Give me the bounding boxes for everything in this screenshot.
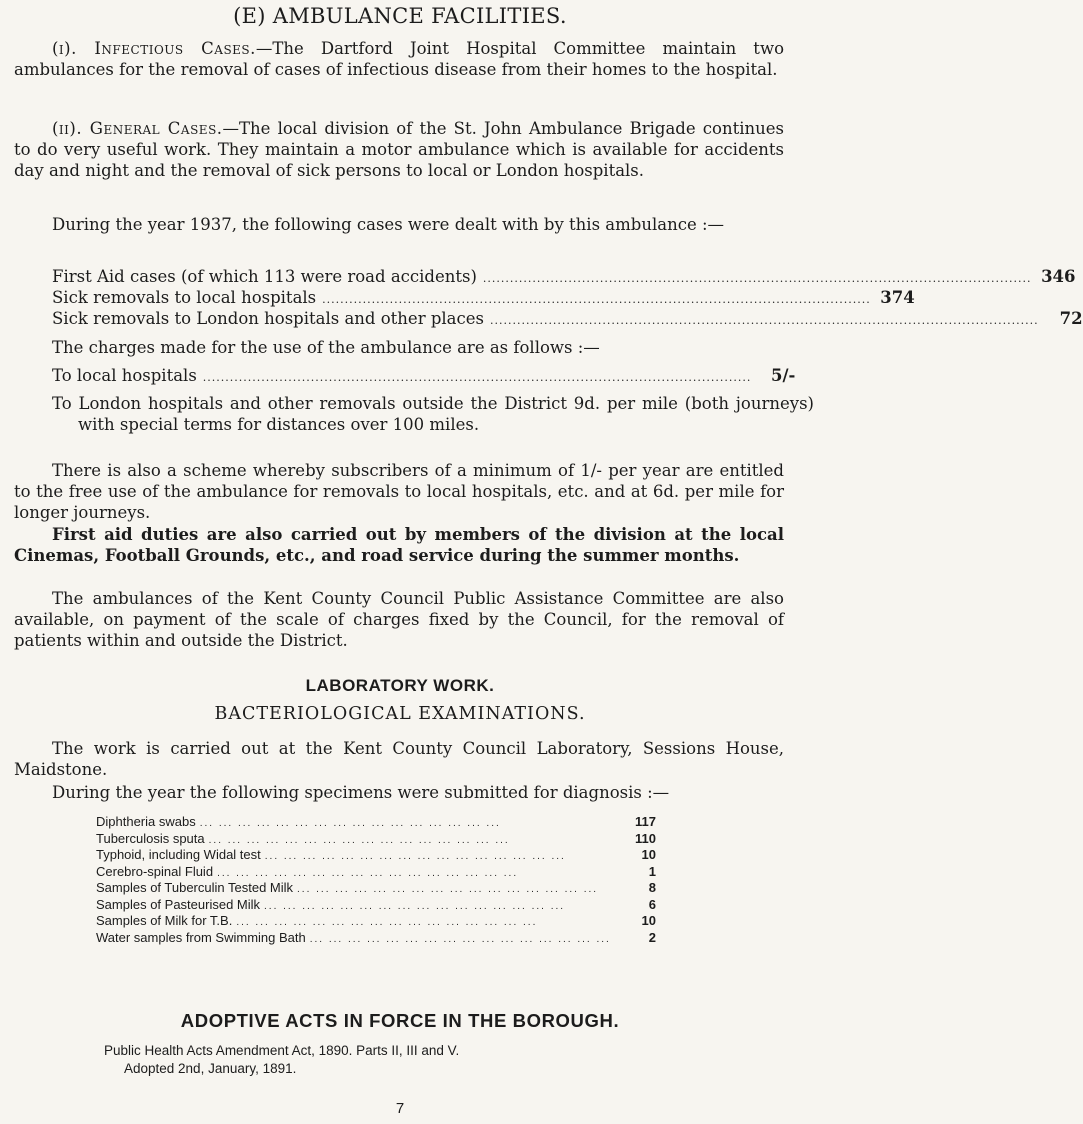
page-number: 7 — [395, 1100, 405, 1117]
specimen-intro: During the year the following specimens were submitted for diagnosis :— — [52, 783, 670, 802]
specimen-label: Samples of Milk for T.B. — [96, 913, 233, 928]
case-label: Sick removals to London hospitals and other places — [52, 309, 484, 328]
specimen-label: Diphtheria swabs — [96, 814, 196, 829]
specimen-value: 117 — [635, 814, 656, 829]
laboratory-paragraph: The work is carried out at the Kent County Council Laboratory, Sessions House, Maidstone. — [14, 739, 784, 779]
charges-intro: The charges made for the use of the ambulance are as follows :— — [52, 338, 600, 357]
leader-dots: ... ... ... ... ... ... ... ... ... ... ... ... ... ... ... ... — [264, 851, 566, 862]
case-value: 72 — [1059, 309, 1083, 328]
case-label: Sick removals to local hospitals — [52, 288, 317, 307]
leader-dots: .......................................................................................................................... — [489, 314, 1039, 327]
specimen-value: 8 — [648, 880, 656, 895]
leader-dots: ... ... ... ... ... ... ... ... ... ... ... ... ... ... ... ... — [309, 933, 611, 945]
infectious-cases-label: (i). Infectious Cases. — [52, 39, 256, 58]
laboratory-heading: LABORATORY WORK. — [305, 676, 495, 695]
adoptive-acts-heading: ADOPTIVE ACTS IN FORCE IN THE BOROUGH. — [180, 1010, 620, 1031]
leader-dots: .......................................................................................................................... — [202, 371, 752, 384]
leader-dots: ... ... ... ... ... ... ... ... ... ... ... ... ... ... ... ... — [199, 818, 501, 829]
specimen-label: Tuberculosis sputa — [96, 830, 205, 846]
scheme-paragraph: There is also a scheme whereby subscribers of a minimum of 1/- per year are entitled to the free use of the ambulance for removals to local hospitals, etc. and at 6d. per mile for longer journeys. — [14, 461, 784, 522]
specimen-value: 10 — [641, 913, 656, 928]
bacteriological-heading: BACTERIOLOGICAL EXAMINATIONS. — [214, 704, 586, 724]
infectious-cases-text: —The Dartford Joint Hospital Committee maintain two ambulances for the removal of cases of infectious disease from their homes to the hospital. — [14, 39, 784, 79]
charge-london-text: To London hospitals and other removals outside the District 9d. per mile (both journeys) with special terms for distances over 100 miles. — [52, 394, 814, 434]
general-cases-paragraph — [14, 118, 784, 181]
case-row — [52, 287, 915, 310]
specimen-label: Typhoid, including Widal test — [96, 847, 261, 862]
specimen-label: Cerebro-spinal Fluid — [96, 863, 214, 879]
public-health-act-line: Public Health Acts Amendment Act, 1890. Parts II, III and V. — [104, 1043, 460, 1058]
section-title: (E) AMBULANCE FACILITIES. — [233, 4, 567, 28]
infectious-cases-paragraph — [14, 38, 784, 80]
case-row — [52, 308, 1083, 331]
leader-dots: ... ... ... ... ... ... ... ... ... ... ... ... ... ... ... ... — [208, 834, 510, 846]
general-cases-label: (ii). General Cases. — [52, 119, 223, 138]
leader-dots: ... ... ... ... ... ... ... ... ... ... ... ... ... ... ... ... — [297, 884, 599, 895]
leader-dots: .......................................................................................................................... — [322, 293, 871, 306]
leader-dots: ... ... ... ... ... ... ... ... ... ... ... ... ... ... ... ... — [236, 917, 538, 928]
specimen-value: 10 — [641, 847, 656, 862]
charge-local-row — [52, 365, 796, 388]
specimen-label: Water samples from Swimming Bath — [96, 929, 306, 945]
adopted-date-line: Adopted 2nd, January, 1891. — [124, 1061, 297, 1076]
kent-ambulance-paragraph: The ambulances of the Kent County Council Public Assistance Committee are also available, on payment of the scale of charges fixed by the Council, for the removal of patients within and outside the District. — [14, 589, 784, 650]
first-aid-paragraph: First aid duties are also carried out by members of the division at the local Cinemas, Football Grounds, etc., and road service during the summer months. — [14, 525, 784, 565]
specimen-value: 2 — [648, 929, 656, 945]
charge-local-label: To local hospitals — [52, 366, 197, 385]
specimen-label: Samples of Tuberculin Tested Milk — [96, 880, 294, 895]
case-label: First Aid cases (of which 113 were road accidents) — [52, 267, 477, 286]
case-row — [52, 266, 1076, 289]
case-value: 374 — [880, 288, 915, 307]
specimen-value: 110 — [635, 830, 656, 846]
specimen-row — [96, 930, 656, 949]
specimen-value: 1 — [648, 863, 656, 879]
leader-dots: ... ... ... ... ... ... ... ... ... ... ... ... ... ... ... ... — [217, 867, 519, 879]
case-value: 346 — [1041, 267, 1076, 286]
general-cases-text: —The local division of the St. John Ambulance Brigade continues to do very useful work. They maintain a motor ambulance which is available for accidents day and night and the removal of sick persons to local or London hospitals. — [14, 119, 784, 180]
leader-dots: ... ... ... ... ... ... ... ... ... ... ... ... ... ... ... ... — [264, 900, 566, 912]
specimen-value: 6 — [648, 896, 656, 912]
leader-dots: .......................................................................................................................... — [482, 272, 1032, 285]
specimen-label: Samples of Pasteurised Milk — [96, 896, 261, 912]
year-intro: During the year 1937, the following cases were dealt with by this ambulance :— — [52, 215, 725, 234]
charge-local-value: 5/- — [771, 366, 796, 385]
